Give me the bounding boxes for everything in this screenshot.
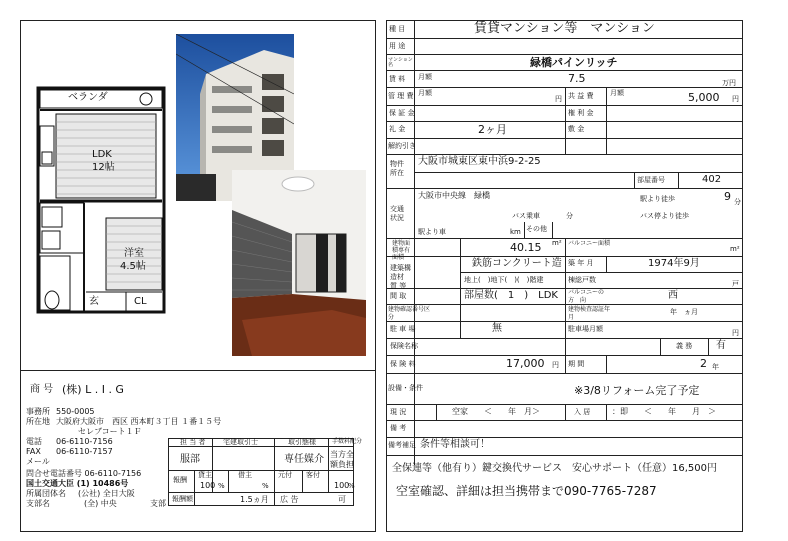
fee-pct-1: %	[218, 482, 225, 490]
bldcert2-label: 建物検査認証年月	[568, 306, 611, 321]
pay: 当方全額負担	[330, 450, 354, 469]
struct-value: 鉄筋コンクリート造	[472, 258, 562, 269]
status-value: 空家 ＜ 年 月＞	[452, 407, 540, 416]
ad-value: 可	[338, 495, 346, 504]
units-label: 棟総戸数	[568, 276, 596, 284]
mode-header: 取引態様	[288, 438, 316, 446]
bldcert2-value: 年 ヵ月	[670, 308, 698, 316]
postal-code: 550-0005	[56, 407, 95, 416]
struct-label: 建築構造材 質 等	[390, 264, 411, 291]
move-in-label: 入 居	[574, 408, 591, 416]
license-number: 国土交通大臣 (1) 10486号	[26, 479, 129, 488]
car-unit: km	[510, 228, 521, 236]
fee-label: 報酬	[173, 476, 187, 484]
reform-note: ※3/8リフォーム完了予定	[574, 384, 700, 397]
ldk-label: LDK	[92, 149, 112, 160]
insurance-fee-yen: 円	[552, 361, 559, 369]
parkfee-label: 駐車場月額	[568, 325, 603, 333]
agent-divider	[20, 370, 376, 371]
mgmt-label: 管 理 費	[388, 92, 414, 100]
staff-header: 担 当 者	[180, 438, 206, 446]
shiki-label: 敷 金	[568, 125, 585, 133]
fee-role-3: 元付	[278, 471, 292, 479]
entrance-label: 玄	[89, 296, 99, 307]
walk-value: 9	[724, 190, 731, 203]
traffic-label: 交通状況	[390, 205, 404, 223]
insurance-term-unit: 年	[712, 363, 719, 371]
location-label: 物件所在	[390, 160, 404, 178]
common-value: 5,000	[688, 91, 720, 104]
bus-walk-label: バス停より徒歩	[640, 212, 689, 220]
reward: 1.5ヵ月	[240, 495, 269, 504]
mgmt-yen: 円	[555, 95, 562, 103]
rent-label: 賃 料	[389, 75, 406, 83]
area-unit: m²	[552, 239, 562, 247]
branch: (全) 中央	[84, 499, 117, 508]
status-label: 現 況	[390, 408, 407, 416]
association-label: 所属団体名	[26, 489, 66, 498]
type-label: 種 目	[389, 25, 406, 33]
direction-value: 西	[668, 290, 678, 301]
insurance-name-label: 保険名称	[390, 342, 418, 350]
interior-photo	[232, 170, 366, 356]
pay-header: 手数料配分	[332, 438, 363, 445]
deposit-label: 保 証 金	[389, 109, 415, 117]
layout-label: 間 取	[390, 292, 407, 300]
company-name: (株) L . I . G	[62, 383, 124, 396]
fee-value-1: 100	[200, 481, 216, 490]
room-value: 402	[702, 174, 722, 185]
balcony-unit: m²	[730, 245, 740, 253]
fee-pct-4: %	[348, 482, 355, 490]
veranda-label: ベランダ	[68, 92, 108, 103]
built-label: 築 年 月	[568, 259, 594, 267]
closet-label: CL	[134, 296, 147, 307]
fee-role-1: 貸主	[198, 471, 212, 479]
staff-name: 服部	[180, 454, 200, 465]
area-label: 建物面積専有面積	[392, 240, 411, 262]
move-in-value: ：即 ＜ 年 月 ＞	[612, 407, 716, 416]
tel: 06-6110-7156	[56, 437, 113, 446]
gift-label: 礼 金	[389, 125, 406, 133]
office-label: 事務所	[26, 407, 50, 416]
address-label: 所在地	[26, 417, 50, 426]
walk-label: 駅より徒歩	[640, 195, 675, 203]
train-line: 大阪市中央線 緑橋	[418, 191, 490, 200]
note2-value: 条件等相談可！	[420, 439, 490, 450]
layout-value: 部屋数( 1 ) LDK	[464, 290, 558, 301]
direction-label: バルコニーの方 向	[568, 289, 605, 304]
note2-label: 備考補足	[388, 441, 416, 449]
parkfee-yen: 円	[732, 329, 739, 337]
common-label: 共 益 費	[568, 92, 594, 100]
gift-value: 2ヶ月	[478, 123, 507, 136]
fee-role-4: 客付	[306, 471, 320, 479]
ad-label: 広 告	[280, 495, 299, 504]
mode: 専任媒介	[284, 454, 324, 465]
equipment-label: 設備・条件	[388, 384, 423, 392]
location-value: 大阪市城東区東中浜9-2-25	[418, 156, 541, 167]
walk-unit: 分	[734, 198, 741, 206]
built-value: 1974年9月	[648, 258, 700, 269]
name-label: マンション名	[388, 57, 413, 68]
bus-label: バス乗車	[512, 212, 540, 220]
rent-unit: 万円	[722, 79, 736, 87]
fee-value-2: %	[262, 482, 269, 490]
tx-header: 宅建取引士	[223, 438, 258, 446]
company-label: 商 号	[30, 384, 54, 395]
use-label: 用 途	[389, 42, 406, 50]
common-yen: 円	[732, 95, 739, 103]
insurance-term-label: 期 間	[568, 360, 585, 368]
common-unit-label: 月額	[610, 89, 624, 97]
floor-plan-drawing	[36, 86, 166, 316]
insurance-fee-label: 保 険 料	[390, 360, 416, 368]
balcony-label: バルコニー面積	[568, 240, 611, 247]
ldk-size: 12帖	[92, 162, 115, 173]
tel-label: 電話	[26, 437, 42, 446]
car-label: 駅より車	[418, 228, 446, 236]
guarantee-note: 全保連等（他有り）鍵交換代サービス 安心サポート（任意）16,500円	[392, 463, 717, 474]
mail-label: メール	[26, 457, 50, 466]
rent-unit-label: 月額	[418, 73, 432, 81]
address-2: セレブコート１Ｆ	[78, 427, 142, 436]
fax: 06-6110-7157	[56, 447, 113, 456]
western-label: 洋室	[124, 248, 144, 259]
floors-value: 地上( )地下( )( )階建	[464, 276, 544, 284]
other-label: その他	[526, 225, 547, 233]
insurance-fee-value: 17,000	[506, 357, 545, 370]
kaiyaku-label: 解約引き	[388, 142, 416, 150]
association: (公社) 全日大阪	[78, 489, 135, 498]
insurance-duty-value: 有	[716, 340, 726, 351]
mgmt-unit-label: 月額	[418, 89, 432, 97]
interior-photo-image	[232, 170, 366, 356]
western-size: 4.5帖	[120, 261, 146, 272]
bus-unit: 分	[566, 212, 573, 220]
floor-plan	[36, 86, 166, 316]
address: 大阪府大阪市 西区 西本町３丁目 １番１５号	[56, 417, 222, 426]
rent-value: 7.5	[568, 72, 586, 85]
fax-label: FAX	[26, 447, 41, 456]
key-money-label: 権 利 金	[568, 109, 594, 117]
contact-note: 空室確認、詳細は担当携帯まで090-7765-7287	[396, 484, 657, 498]
insurance-duty-label: 義 務	[676, 342, 693, 350]
parking-label: 駐 車 場	[390, 325, 416, 333]
parking-value: 無	[492, 323, 502, 334]
branch-label: 支部名	[26, 499, 50, 508]
units-unit: 戸	[732, 280, 739, 288]
fee-value-4: 100	[334, 481, 350, 490]
note-label: 備 考	[390, 424, 407, 432]
type-value: 賃貸マンション等 マンション	[474, 21, 655, 36]
inquiry-tel: 問合せ電話番号 06-6110-7156	[26, 469, 142, 478]
fee-role-2: 借主	[238, 471, 252, 479]
insurance-term-value: 2	[700, 357, 707, 370]
reward-label: 報酬額	[172, 495, 193, 503]
property-name: 緑橋パインリッチ	[530, 56, 618, 69]
room-label: 部屋番号	[637, 176, 665, 184]
branch-suffix: 支部	[150, 499, 166, 508]
area-value: 40.15	[510, 241, 542, 254]
bldcert-label: 建物確認番号区 分	[388, 306, 437, 321]
